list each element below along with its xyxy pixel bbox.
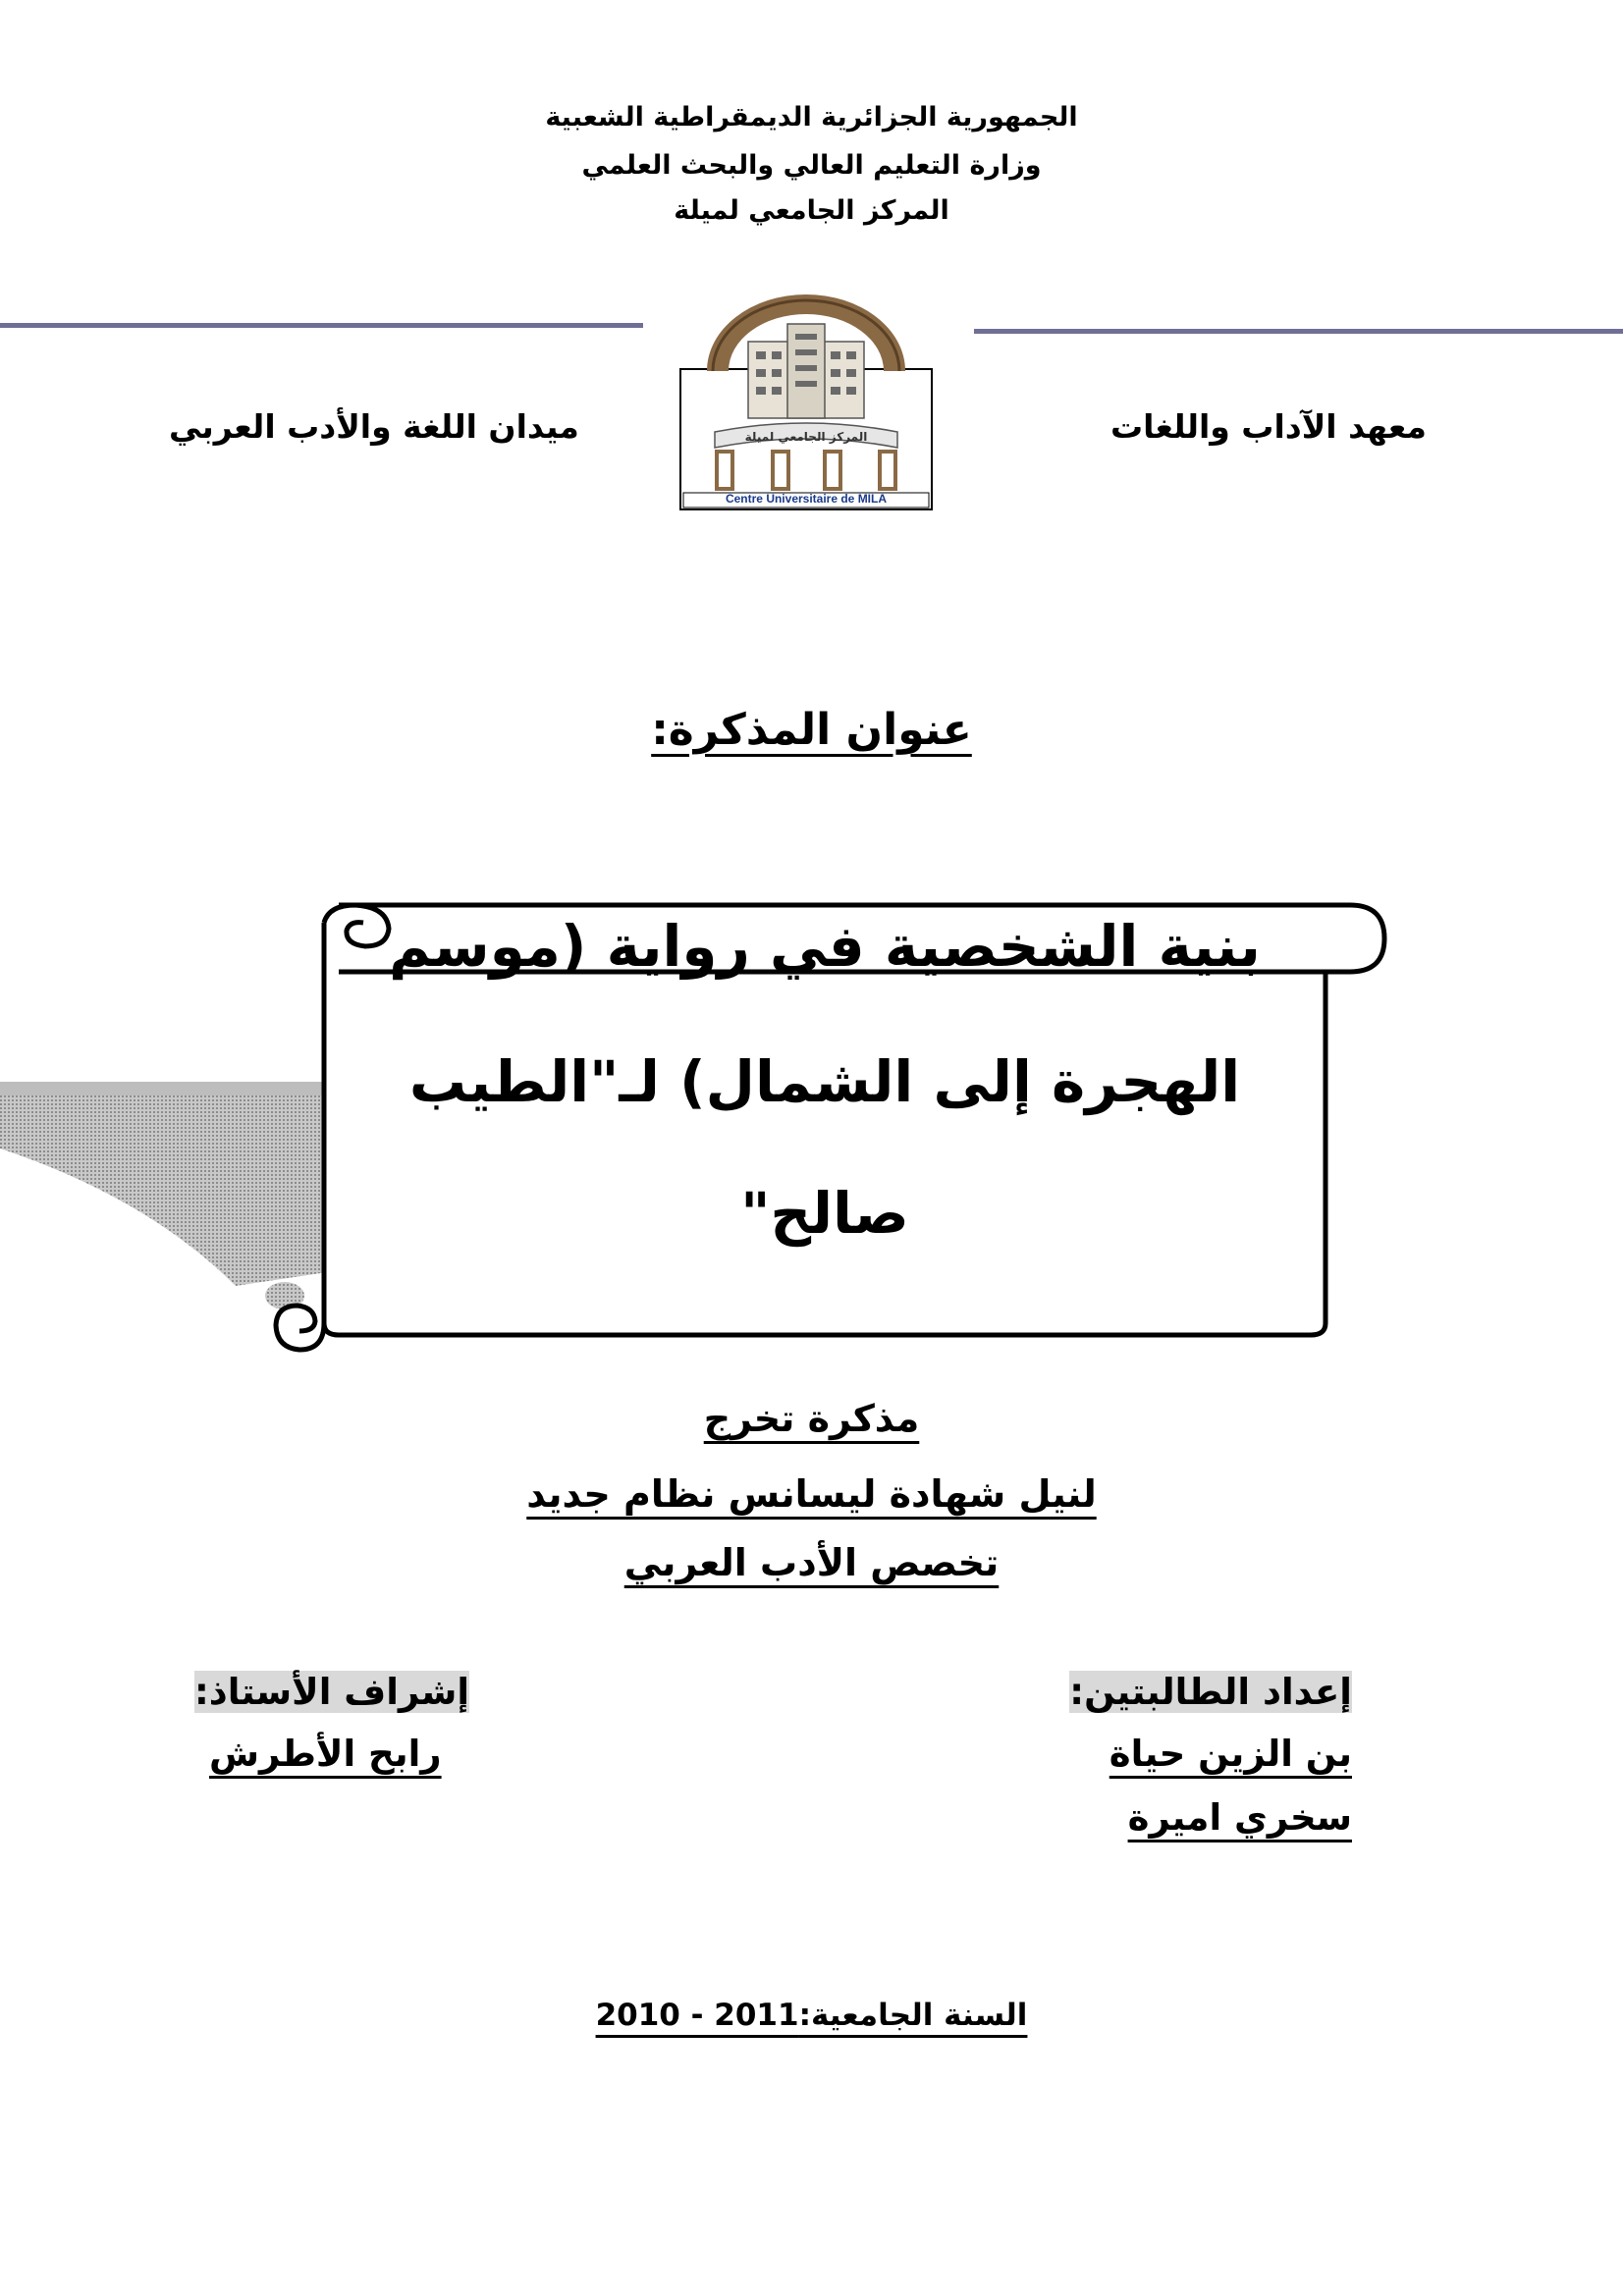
student-name-2: سخري اميرة — [1127, 1796, 1352, 1839]
memo-title-line1: بنية الشخصية في رواية (موسم — [389, 913, 1261, 980]
students-label: إعداد الطالبتين: — [1069, 1671, 1352, 1713]
memo-type-line2: لنيل شهادة ليسانس نظام جديد — [526, 1472, 1097, 1516]
logo-caption: Centre Universitaire de MILA — [725, 492, 888, 506]
academic-year-value: 2010 - 2011 — [595, 1998, 799, 2033]
academic-year — [0, 1998, 1623, 2033]
left-rule — [0, 323, 643, 328]
memo-title-label: عنوان المذكرة: — [651, 705, 972, 755]
memo-type-line1: مذكرة تخرج — [703, 1397, 920, 1440]
academic-year-label: السنة الجامعية: — [798, 1998, 1028, 2033]
student-name-1: بن الزين حياة — [1109, 1733, 1352, 1775]
field-label: ميدان اللغة والأدب العربي — [169, 407, 579, 446]
supervisor-name: رابح الأطرش — [209, 1733, 442, 1775]
header-ministry: وزارة التعليم العالي والبحث العلمي — [581, 150, 1042, 181]
institute-label: معهد الآداب واللغات — [1109, 407, 1427, 446]
header-republic: الجمهورية الجزائرية الديمقراطية الشعبية — [545, 102, 1078, 133]
memo-type-line3: تخصص الأدب العربي — [623, 1541, 1000, 1584]
right-rule — [974, 329, 1623, 334]
university-logo — [677, 294, 935, 512]
memo-title-line2: الهجرة إلى الشمال) لـ"الطيب — [408, 1048, 1241, 1115]
header-center: المركز الجامعي لميلة — [674, 195, 949, 226]
logo-arabic-text: المركز الجامعي لميلة — [744, 430, 868, 444]
supervisor-label: إشراف الأستاذ: — [194, 1671, 470, 1713]
memo-title-line3: صالح" — [740, 1180, 909, 1247]
